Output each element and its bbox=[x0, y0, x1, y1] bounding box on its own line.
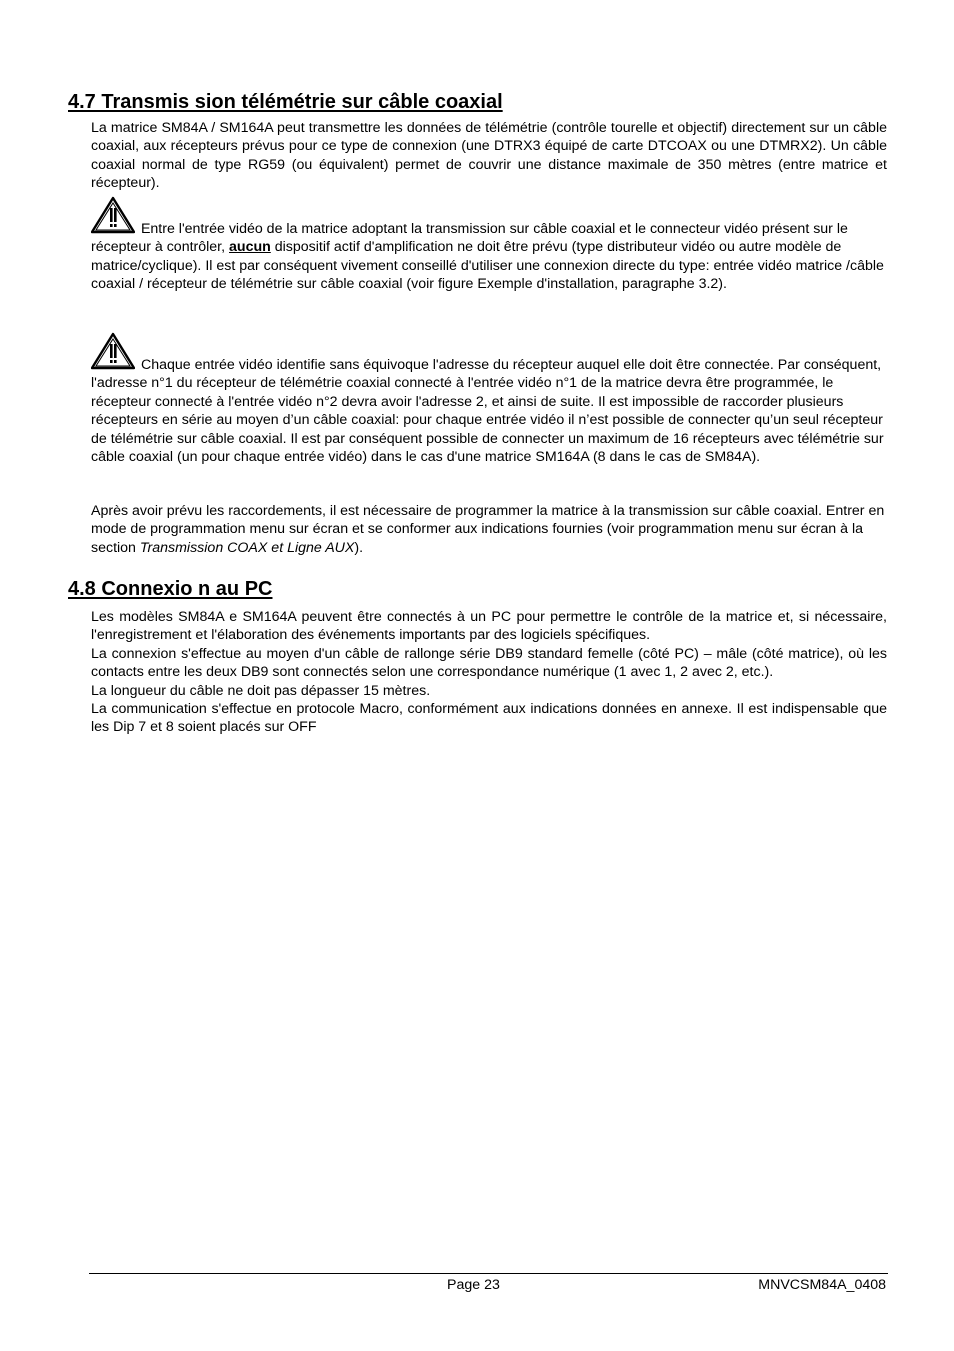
section-heading-4-7: 4.7 Transmis sion télémétrie sur câble coaxial bbox=[68, 91, 503, 113]
section-4-7-programming bbox=[91, 502, 887, 557]
pc-connection-line-1: Les modèles SM84A e SM164A peuvent être connectés à un PC pour permettre le contrôle de la matrice et, si nécessaire, l'enregistrement et l'élaboration des événements importants par des logiciels spécifiques. bbox=[91, 609, 887, 644]
section-4-7-intro bbox=[91, 119, 887, 193]
warning-1-text-end: dispositif actif d'amplification ne doit être prévu (type distributeur vidéo ou autre modèle de matrice/cyclique). Il est par conséquent vivement conseillé d'utiliser une connexion directe du type: entrée vidéo matrice /câble coaxial / récepteur de télémétrie sur câble coaxial (voir figure Exemple d'installation, paragraphe 3.2). bbox=[91, 239, 884, 293]
footer-document-code: MNVCSM84A_0408 bbox=[758, 1277, 886, 1293]
section-4-8-body bbox=[91, 608, 887, 737]
paragraph-programming bbox=[91, 502, 887, 557]
warning-1-emphasis: aucun bbox=[229, 239, 271, 256]
pc-connection-line-4: La communication s'effectue en protocole Macro, conformément aux indications données en annexe. Il est indispensable que les Dip 7 et 8 soient placés sur OFF bbox=[91, 701, 887, 736]
warning-block-2 bbox=[91, 332, 887, 466]
footer-page-number: Page 23 bbox=[447, 1277, 500, 1293]
warning-paragraph-2 bbox=[91, 332, 887, 466]
programming-text-end: ). bbox=[354, 539, 364, 556]
pc-connection-line-3: La longueur du câble ne doit pas dépasser 15 mètres. bbox=[91, 682, 431, 699]
paragraph-telemetry-intro: La matrice SM84A / SM164A peut transmettre les données de télémétrie (contrôle tourelle et objectif) directement sur un câble coaxial, aux récepteurs prévus pour ce type de connexion (une DTRX3 équipé de carte DTCOAX ou une DTMRX2). Un câble coaxial normal de type RG59 (ou équivalent) permet de couvrir une distance maximale de 350 mètres (entre matrice et récepteur). bbox=[91, 120, 887, 192]
warning-block-1 bbox=[91, 196, 887, 294]
section-heading-4-8: 4.8 Connexio n au PC bbox=[68, 578, 273, 600]
pc-connection-line-2: La connexion s'effectue au moyen d'un câble de rallonge série DB9 standard femelle (côté PC) – mâle (côté matrice), où les contacts entre les deux DB9 sont connectés selon une correspondance numérique (1 avec 1, 2 avec 2, etc.). bbox=[91, 645, 887, 681]
programming-text-start: Après avoir prévu les raccordements, il est nécessaire de programmer la matrice à la transmission sur câble coaxial. Entrer en mode de programmation menu sur écran et se conformer aux indications fournies (voir programmation menu sur écran à la section bbox=[91, 503, 885, 556]
warning-1-text-start: Entre l'entrée vidéo de la matrice adoptant la transmission sur câble coaxial et le connecteur vidéo présent sur le récepteur à contrôler, bbox=[91, 221, 848, 256]
warning-2-text: Chaque entrée vidéo identifie sans équivoque l'adresse du récepteur auquel elle doit être connectée. Par conséquent, l'adresse n°1 du récepteur de télémétrie coaxial connecté à l'entrée vidéo n°1 de la matrice devra être programmée, le récepteur connecté à l'entrée vidéo n°2 devra avoir l'adresse 2, et ainsi de suite. Il est impossible de raccorder plusieurs récepteurs en série au moyen d’un câble coaxial: pour chaque entrée vidéo il n’est possible de connecter qu’un seul récepteur de télémétrie sur câble coaxial. Il est par conséquent possible de connecter un maximum de 16 récepteurs avec télémétrie sur câble coaxial (un pour chaque entrée vidéo) dans le cas d'une matrice SM164A (8 dans le cas de SM84A). bbox=[91, 357, 884, 466]
warning-triangle-icon bbox=[91, 196, 135, 234]
warning-triangle-icon bbox=[91, 332, 135, 370]
warning-paragraph-1 bbox=[91, 196, 887, 294]
footer-divider bbox=[89, 1273, 888, 1274]
programming-section-reference: Transmission COAX et Ligne AUX bbox=[139, 539, 355, 556]
